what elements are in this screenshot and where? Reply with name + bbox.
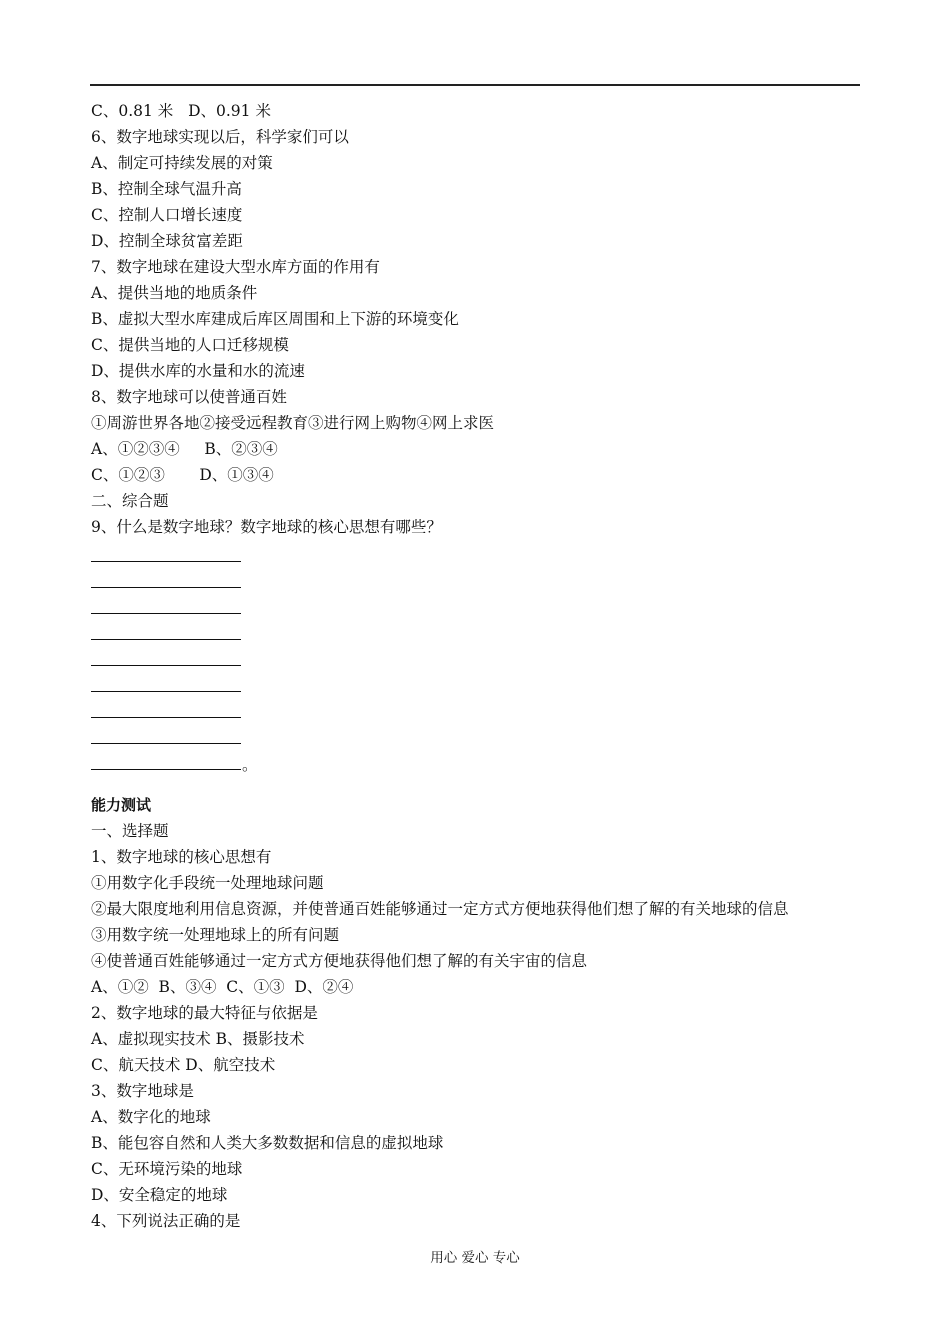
q7-option-a: A、提供当地的地质条件 bbox=[91, 284, 258, 302]
q3-option-b: B、能包容自然和人类大多数数据和信息的虚拟地球 bbox=[91, 1134, 444, 1152]
q2-options-ab: A、虚拟现实技术 B、摄影技术 bbox=[91, 1030, 305, 1048]
answer-blank[interactable] bbox=[91, 592, 871, 618]
section-gap bbox=[91, 774, 871, 792]
q3-option-d: D、安全稳定的地球 bbox=[91, 1186, 228, 1204]
answer-blank[interactable] bbox=[91, 644, 871, 670]
q8-items: ①周游世界各地②接受远程教育③进行网上购物④网上求医 bbox=[91, 414, 495, 432]
page-body bbox=[91, 98, 871, 1234]
q1-options: A、①② B、③④ C、①③ D、②④ bbox=[91, 978, 354, 996]
q3-option-a: A、数字化的地球 bbox=[91, 1108, 211, 1126]
header-rule bbox=[90, 84, 860, 86]
answer-blank[interactable] bbox=[91, 670, 871, 696]
question-7: 7、数字地球在建设大型水库方面的作用有 bbox=[91, 258, 380, 276]
q6-option-b: B、控制全球气温升高 bbox=[91, 180, 242, 198]
q3-option-c: C、无环境污染的地球 bbox=[91, 1160, 243, 1178]
blank-period: 。 bbox=[242, 756, 258, 774]
q7-option-d: D、提供水库的水量和水的流速 bbox=[91, 362, 305, 380]
q7-option-b: B、虚拟大型水库建成后库区周围和上下游的环境变化 bbox=[91, 310, 459, 328]
section-1-title: 一、选择题 bbox=[91, 822, 169, 840]
q1-item-3: ③用数字统一处理地球上的所有问题 bbox=[91, 926, 340, 944]
answer-option-c-d: C、0.81 米 D、0.91 米 bbox=[91, 102, 271, 120]
q7-option-c: C、提供当地的人口迁移规模 bbox=[91, 336, 289, 354]
q2-options-cd: C、航天技术 D、航空技术 bbox=[91, 1056, 276, 1074]
question-3: 3、数字地球是 bbox=[91, 1082, 194, 1100]
q8-options-cd: C、①②③ D、①③④ bbox=[91, 466, 274, 484]
q8-options-ab: A、①②③④ B、②③④ bbox=[91, 440, 278, 458]
q6-option-a: A、制定可持续发展的对策 bbox=[91, 154, 273, 172]
question-6: 6、数字地球实现以后，科学家们可以 bbox=[91, 128, 349, 146]
answer-blank[interactable] bbox=[91, 618, 871, 644]
answer-blank[interactable] bbox=[91, 540, 871, 566]
question-9: 9、什么是数字地球？数字地球的核心思想有哪些？ bbox=[91, 518, 442, 536]
section-heading: 能力测试 bbox=[91, 796, 152, 814]
answer-blank[interactable] bbox=[91, 696, 871, 722]
answer-blank[interactable] bbox=[91, 566, 871, 592]
page-footer: 用心 爱心 专心 bbox=[430, 1250, 520, 1266]
q1-item-2: ②最大限度地利用信息资源，并使普通百姓能够通过一定方式方便地获得他们想了解的有关地球的信息 bbox=[91, 900, 789, 918]
answer-blank[interactable] bbox=[91, 722, 871, 748]
q6-option-c: C、控制人口增长速度 bbox=[91, 206, 243, 224]
q6-option-d: D、控制全球贫富差距 bbox=[91, 232, 243, 250]
question-1: 1、数字地球的核心思想有 bbox=[91, 848, 272, 866]
question-4: 4、下列说法正确的是 bbox=[91, 1212, 241, 1230]
q1-item-1: ①用数字化手段统一处理地球问题 bbox=[91, 874, 324, 892]
answer-blank[interactable] bbox=[91, 748, 871, 774]
q1-item-4: ④使普通百姓能够通过一定方式方便地获得他们想了解的有关宇宙的信息 bbox=[91, 952, 588, 970]
question-2: 2、数字地球的最大特征与依据是 bbox=[91, 1004, 318, 1022]
section-2-title: 二、综合题 bbox=[91, 492, 169, 510]
question-8: 8、数字地球可以使普通百姓 bbox=[91, 388, 287, 406]
